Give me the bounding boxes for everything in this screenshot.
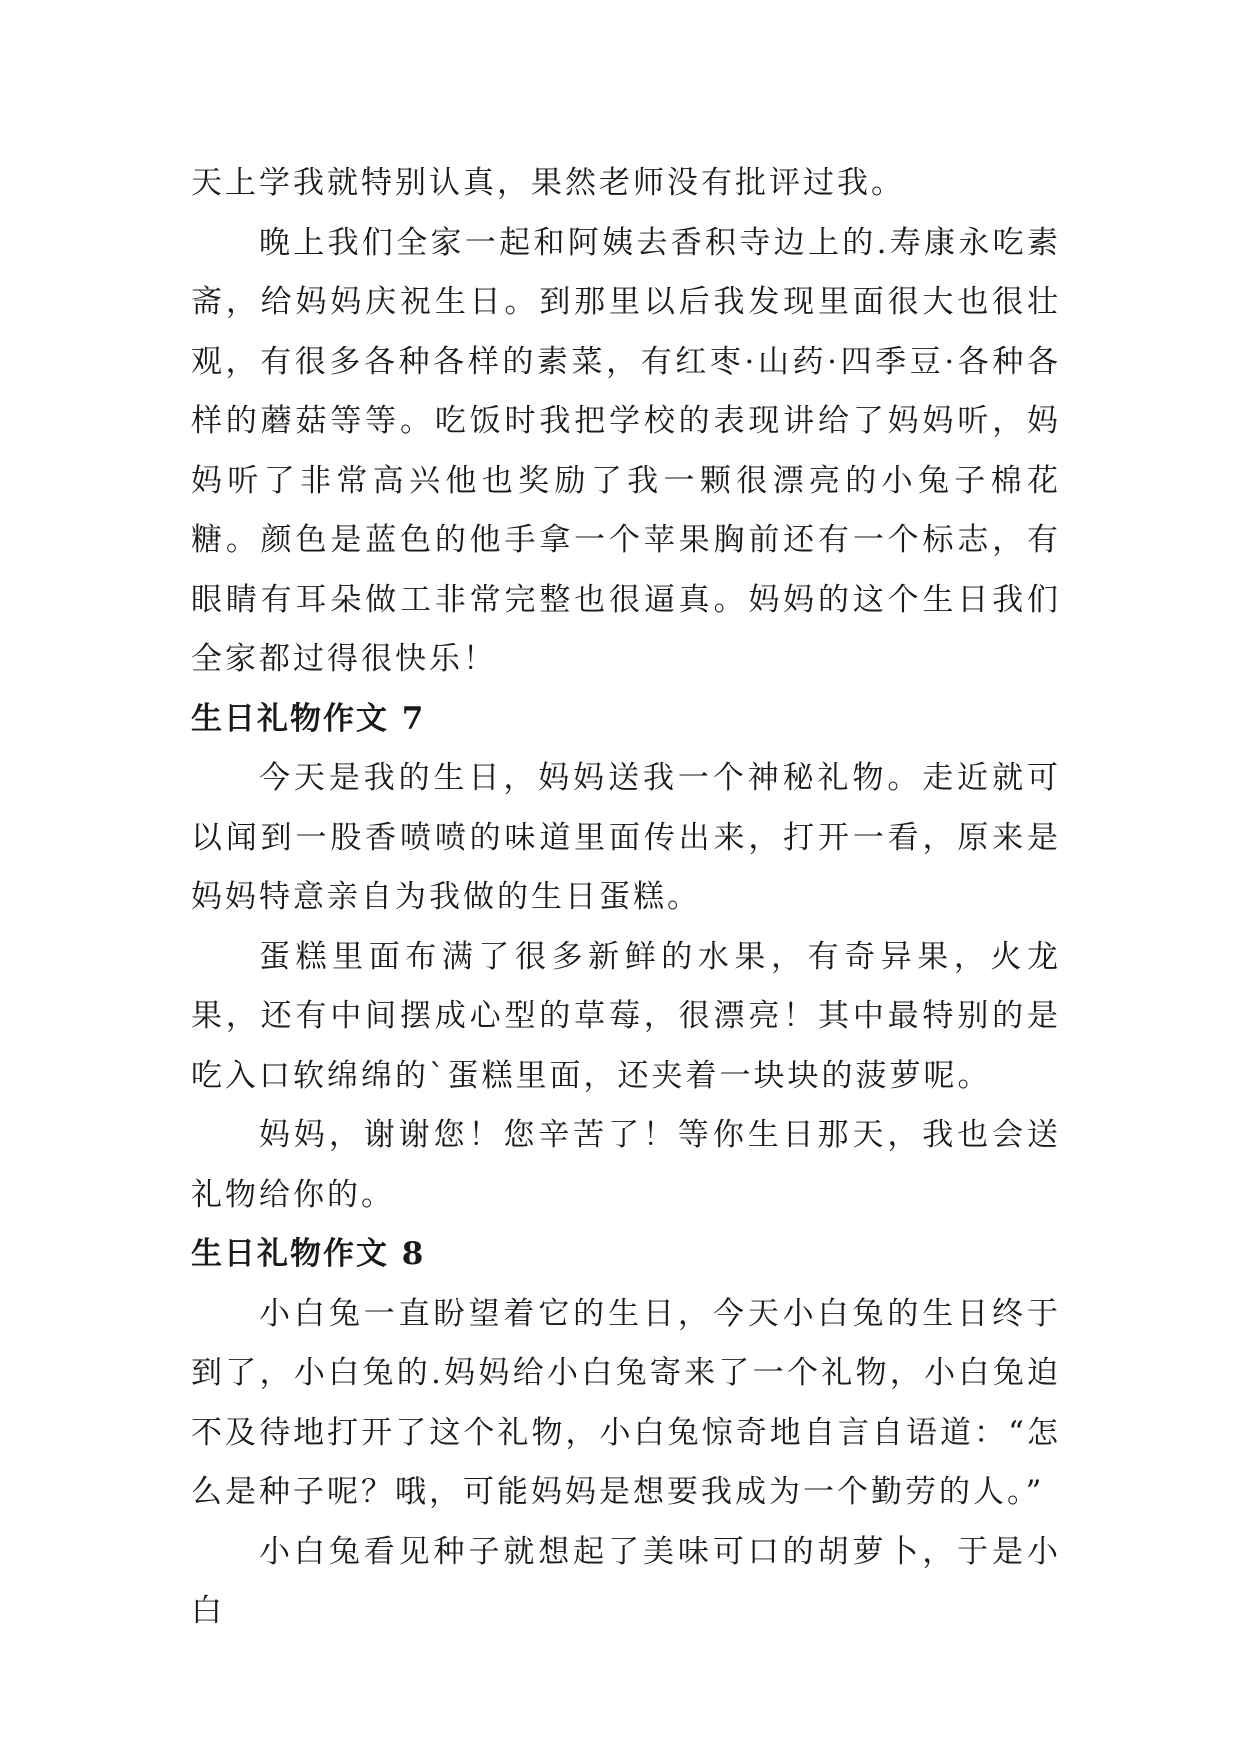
paragraph-continued: 天上学我就特别认真，果然老师没有批评过我。 [191, 165, 905, 201]
document-body [191, 154, 1061, 1642]
paragraph-rabbit-carrot: 小白兔看见种子就想起了美味可口的胡萝卜，于是小白 [191, 1533, 1061, 1629]
paragraph-cake-fruits: 蛋糕里面布满了很多新鲜的水果，有奇异果，火龙果，还有中间摆成心型的草莓，很漂亮！其中最特别的是吃入口软绵绵的`蛋糕里面，还夹着一块块的菠萝呢。 [191, 938, 1061, 1094]
paragraph-birthday-dinner: 晚上我们全家一起和阿姨去香积寺边上的.寿康永吃素斋，给妈妈庆祝生日。到那里以后我发现里面很大也很壮观，有很多各种各样的素菜，有红枣·山药·四季豆·各种各样的蘑菇等等。吃饭时我把学校的表现讲给了妈妈听，妈妈听了非常高兴他也奖励了我一颗很漂亮的小兔子棉花糖。颜色是蓝色的他手拿一个苹果胸前还有一个标志，有眼睛有耳朵做工非常完整也很逼真。妈妈的这个生日我们全家都过得很快乐！ [191, 224, 1061, 677]
paragraph-rabbit-birthday: 小白兔一直盼望着它的生日，今天小白兔的生日终于到了，小白兔的.妈妈给小白兔寄来了一个礼物，小白兔迫不及待地打开了这个礼物，小白兔惊奇地自言自语道：“怎么是种子呢？哦，可能妈妈是想要我成为一个勤劳的人。” [191, 1295, 1061, 1510]
paragraph-thanks-mom: 妈妈，谢谢您！您辛苦了！等你生日那天，我也会送礼物给你的。 [191, 1117, 1061, 1213]
essay-heading-7: 生日礼物作文 7 [191, 700, 426, 737]
paragraph-mystery-gift: 今天是我的生日，妈妈送我一个神秘礼物。走近就可以闻到一股香喷喷的味道里面传出来，打开一看，原来是妈妈特意亲自为我做的生日蛋糕。 [191, 760, 1061, 915]
essay-heading-8: 生日礼物作文 8 [191, 1236, 426, 1272]
